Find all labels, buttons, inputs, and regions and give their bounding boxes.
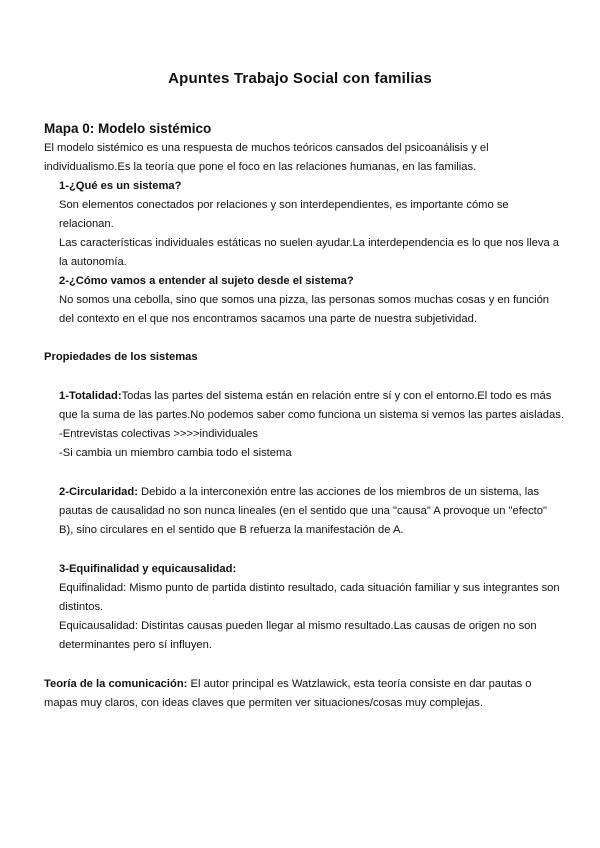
property-2-line-3: B), sino circulares en el sentido que B refuerza la manifestación de A. <box>59 524 404 536</box>
question-1-line-3: Las características individuales estáticas no suelen ayudar.La interdependencia es lo que nos lleva a <box>59 237 560 249</box>
property-2-text: Debido a la interconexión entre las acciones de los miembros de un sistema, las <box>137 486 540 498</box>
intro-line-1: El modelo sistémico es una respuesta de muchos teóricos cansados del psicoanálisis y el <box>44 142 489 154</box>
property-2-label: 2-Circularidad: <box>59 486 138 498</box>
communication-label: Teoría de la comunicación: <box>44 678 188 690</box>
question-1-line-4: la autonomía. <box>59 256 127 268</box>
intro-line-2: individualismo.Es la teoría que pone el foco en las relaciones humanas, en las familias. <box>44 161 477 173</box>
question-2-line-1: No somos una cebolla, sino que somos una pizza, las personas somos muchas cosas y en función <box>59 294 550 306</box>
communication-line-1 <box>44 677 532 691</box>
property-3-line-3: Equicausalidad: Distintas causas pueden llegar al mismo resultado.Las causas de origen no son <box>59 620 537 632</box>
property-1-line-1 <box>59 389 551 403</box>
property-1-line-3: -Entrevistas colectivas >>>>individuales <box>59 428 258 440</box>
document-title: Apuntes Trabajo Social con familias <box>168 70 432 87</box>
properties-heading: Propiedades de los sistemas <box>44 351 198 363</box>
property-3-line-4: determinantes pero sí influyen. <box>59 639 212 651</box>
question-2-heading: 2-¿Cómo vamos a entender al sujeto desde el sistema? <box>59 275 354 287</box>
question-2-line-2: del contexto en el que nos encontramos sacamos una parte de nuestra subjetividad. <box>59 313 477 325</box>
property-1-label: 1-Totalidad: <box>59 390 122 402</box>
property-3-line-2: distintos. <box>59 601 104 613</box>
property-3-line-1: Equifinalidad: Mismo punto de partida distinto resultado, cada situación familiar y sus integrantes son <box>59 582 560 594</box>
property-1-line-2: que la suma de las partes.No podemos saber como funciona un sistema si vemos las partes aisladas. <box>59 409 564 421</box>
communication-line-2: mapas muy claros, con ideas claves que permiten ver situaciones/cosas muy complejas. <box>44 697 483 709</box>
question-1-line-2: relacionan. <box>59 218 114 230</box>
property-1-text: Todas las partes del sistema están en relación entre sí y con el entorno.El todo es más <box>121 390 552 402</box>
property-3-heading: 3-Equifinalidad y equicausalidad: <box>59 563 237 575</box>
question-1-line-1: Son elementos conectados por relaciones y son interdependientes, es importante cómo se <box>59 199 509 211</box>
question-1-heading: 1-¿Qué es un sistema? <box>59 180 182 192</box>
property-1-line-4: -Si cambia un miembro cambia todo el sistema <box>59 447 292 459</box>
communication-text: El autor principal es Watzlawick, esta teoría consiste en dar pautas o <box>187 678 532 690</box>
property-2-line-2: pautas de causalidad no son nunca lineales (en el sentido que una "causa" A provoque un "efecto" <box>59 505 547 517</box>
property-2-line-1 <box>59 485 539 499</box>
map-heading: Mapa 0: Modelo sistémico <box>44 121 212 136</box>
